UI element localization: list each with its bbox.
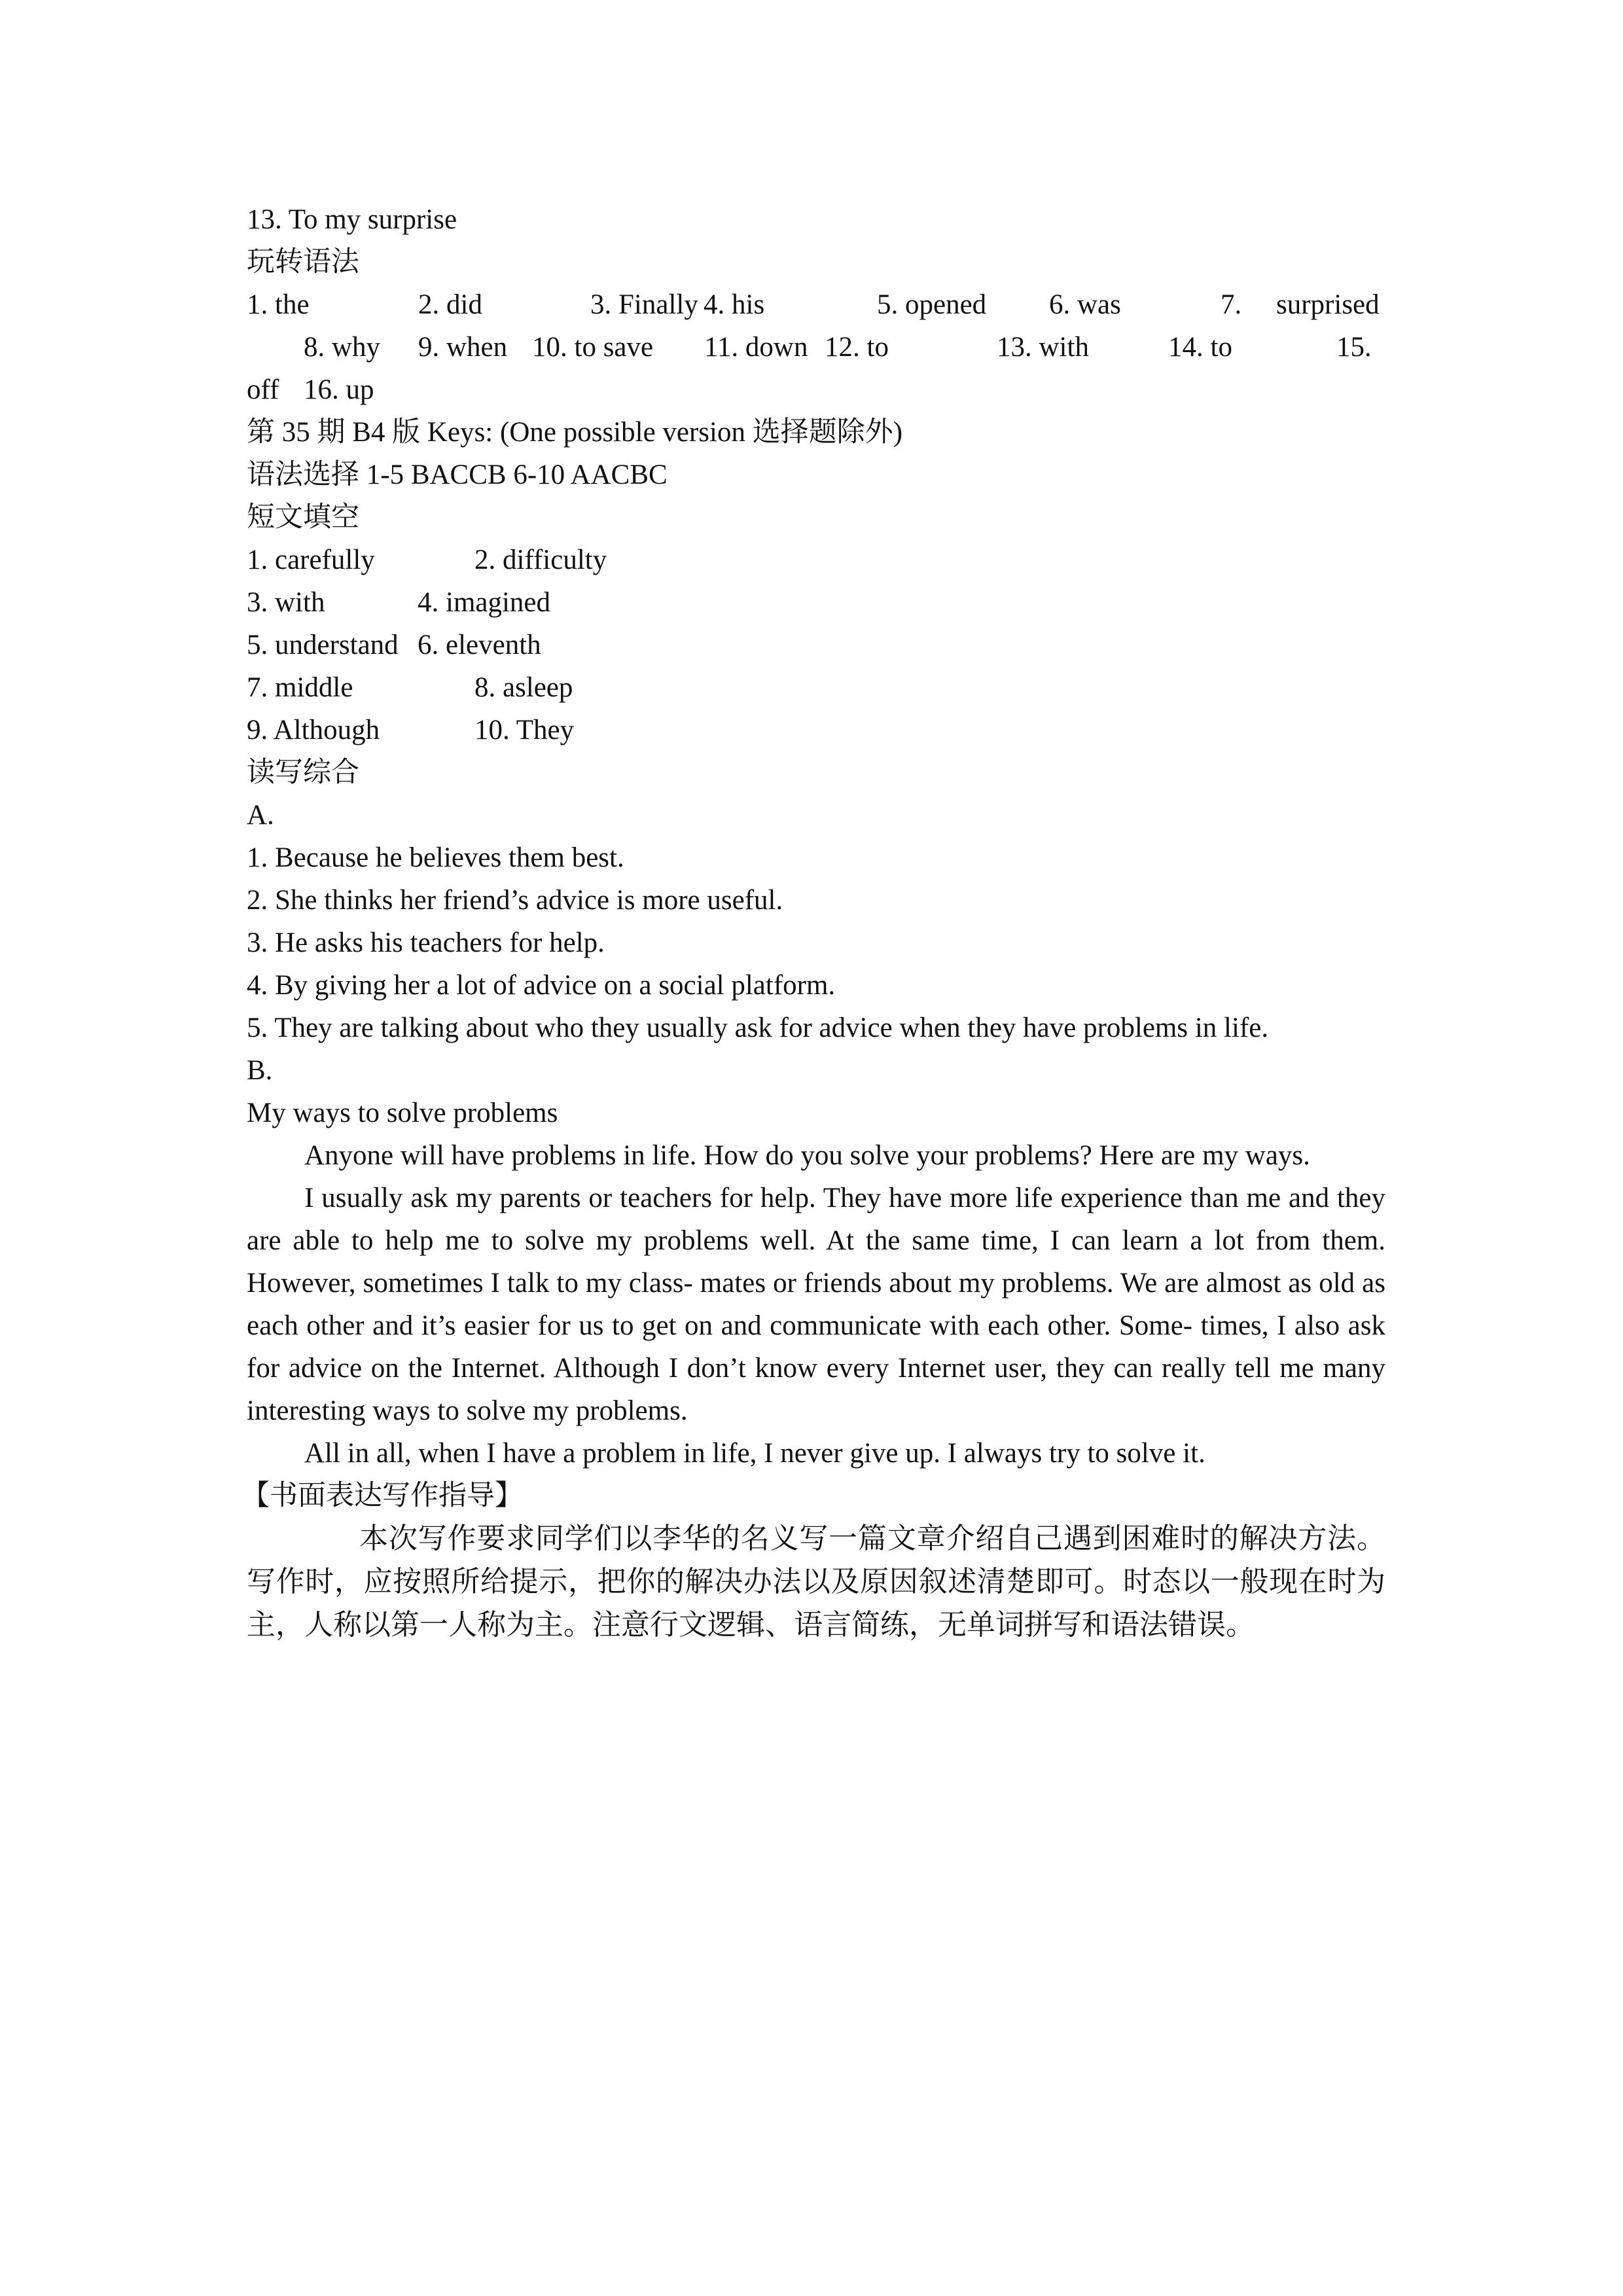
- cloze-answer: 4. imagined: [418, 587, 551, 618]
- grammar-answer: 2. did: [418, 289, 482, 320]
- answer-a-item: 5. They are talking about who they usually ask for advice when they have problems in life.: [247, 1013, 1269, 1043]
- grammar-answers-row-1: [247, 283, 1385, 326]
- cloze-answer: 2. difficulty: [474, 545, 607, 575]
- grammar-answer: 6. was: [1049, 289, 1121, 320]
- essay-paragraph: All in all, when I have a problem in life, I never give up. I always try to solve it.: [304, 1438, 1205, 1469]
- essay-paragraph: I usually ask my parents or teachers for help. They have more life experience than me and they are able to help me to solve my problems well. At the same time, I can learn a lot from them. However, sometimes I talk to my class- mates or friends about my problems. We are almost as old as each other and it’s easier for us to get on and communicate with each other. Some- times, I also ask for advice on the Internet. Although I don’t know every Internet user, they can really tell me many interesting ways to solve my problems.: [247, 1183, 1385, 1426]
- cloze-row: [247, 624, 1385, 666]
- grammar-answer: 14. to: [1168, 332, 1232, 363]
- grammar-answer: off: [247, 374, 279, 405]
- cloze-answer: 1. carefully: [247, 545, 375, 575]
- cloze-answer: 7. middle: [247, 672, 353, 703]
- answer-a-item: 3. He asks his teachers for help.: [247, 927, 605, 958]
- grammar-answer: 5. opened: [877, 289, 987, 320]
- cloze-answer: 5. understand: [247, 630, 399, 660]
- reading-writing-heading: 读写综合: [247, 757, 359, 788]
- cloze-row: [247, 666, 1385, 709]
- answer-line: 13. To my surprise: [247, 204, 457, 235]
- cloze-heading: 短文填空: [247, 502, 359, 533]
- grammar-heading: 玩转语法: [247, 247, 359, 278]
- cloze-answer: 3. with: [247, 587, 325, 618]
- writing-guide-text: 本次写作要求同学们以李华的名义写一篇文章介绍自己遇到困难时的解决方法。写作时，应按照所给提示，把你的解决办法以及原因叙述清楚即可。时态以一般现在时为主，人称以第一人称为主。注意行文逻辑、语言简练，无单词拼写和语法错误。: [247, 1522, 1385, 1641]
- answer-a-item: 2. She thinks her friend’s advice is more useful.: [247, 885, 783, 916]
- keys-heading: 第 35 期 B4 版 Keys: (One possible version 选择题除外): [247, 417, 903, 448]
- essay-title: My ways to solve problems: [247, 1098, 558, 1128]
- grammar-answer: 12. to: [825, 332, 889, 363]
- answer-key-page: [241, 198, 1385, 1647]
- cloze-row: [247, 709, 1385, 751]
- cloze-answer: 10. They: [474, 715, 575, 745]
- grammar-answer: 16. up: [304, 374, 374, 405]
- answer-a-item: 4. By giving her a lot of advice on a social platform.: [247, 970, 836, 1001]
- part-b-label: B.: [247, 1055, 273, 1086]
- cloze-row: [247, 581, 1385, 624]
- grammar-answer: 4. his: [704, 289, 765, 320]
- cloze-answer: 8. asleep: [474, 672, 573, 703]
- grammar-answer: 11. down: [704, 332, 808, 363]
- grammar-answers-row-3: [247, 368, 1385, 411]
- part-a-label: A.: [247, 800, 274, 831]
- grammar-answer: surprised: [1276, 289, 1380, 320]
- answer-a-item: 1. Because he believes them best.: [247, 842, 624, 873]
- grammar-choice-answers: 语法选择 1-5 BACCB 6-10 AACBC: [247, 459, 668, 490]
- grammar-answers-row-2: [247, 326, 1385, 368]
- grammar-answer: 13. with: [997, 332, 1089, 363]
- cloze-answer: 9. Although: [247, 715, 380, 745]
- writing-guide-heading: 【书面表达写作指导】: [241, 1480, 523, 1511]
- cloze-answer: 6. eleventh: [418, 630, 541, 660]
- grammar-answer: 3. Finally: [590, 289, 698, 320]
- grammar-answer: 9. when: [418, 332, 508, 363]
- grammar-answer: 10. to save: [532, 332, 654, 363]
- cloze-row: [247, 539, 1385, 581]
- grammar-answer: 1. the: [247, 289, 310, 320]
- grammar-answer: 7.: [1221, 289, 1242, 320]
- grammar-answer: 8. why: [304, 332, 381, 363]
- grammar-answer: 15.: [1336, 332, 1372, 363]
- essay-paragraph: Anyone will have problems in life. How do you solve your problems? Here are my ways.: [304, 1140, 1310, 1171]
